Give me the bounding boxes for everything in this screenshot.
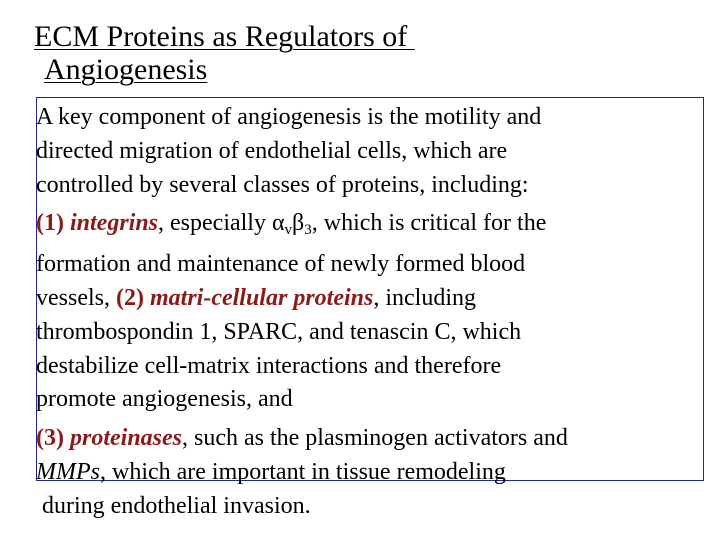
line6-start: vessels,: [36, 284, 116, 311]
body-line-6: [36, 282, 716, 316]
body-line-7: thrombospondin 1, SPARC, and tenascin C, which: [36, 318, 522, 345]
item-number-3: (3): [36, 425, 64, 452]
item-number-1: (1): [36, 210, 64, 237]
body-line-9: promote angiogenesis, and: [36, 386, 293, 413]
term-mmps: MMPs: [36, 458, 100, 485]
item3-text: , such as the plasminogen activators and: [182, 425, 568, 452]
alpha-symbol: α: [271, 210, 285, 237]
slide-title: [34, 20, 554, 86]
body-line-5: formation and maintenance of newly formed blood: [36, 251, 526, 278]
line11-rest: , which are important in tissue remodeling: [99, 458, 506, 485]
item1-text: , especially: [158, 210, 272, 237]
alpha-subscript: v: [284, 222, 293, 239]
body-line-2: directed migration of endothelial cells, which are: [36, 137, 508, 164]
title-line-2: Angiogenesis: [44, 53, 208, 86]
body-line-10: [36, 422, 716, 456]
item1-text-end: , which is critical for the: [311, 210, 547, 237]
body-line-11: [36, 456, 716, 490]
body-line-12: during endothelial invasion.: [42, 492, 311, 519]
beta-symbol: β: [292, 210, 305, 237]
item-term-integrins: integrins: [69, 210, 159, 237]
body-line-3: controlled by several classes of proteins, including:: [36, 171, 529, 198]
title-line-1: ECM Proteins as Regulators of: [34, 20, 415, 53]
item-term-proteinases: proteinases: [69, 425, 182, 452]
item-number-2: (2): [116, 284, 144, 311]
body-text: [36, 101, 716, 524]
item-term-matricellular: matri-cellular proteins: [149, 284, 374, 311]
body-line-8: destabilize cell-matrix interactions and therefore: [36, 352, 502, 379]
body-line-4: [36, 207, 716, 248]
body-line-1: A key component of angiogenesis is the motility and: [36, 104, 542, 130]
beta-subscript: 3: [304, 222, 312, 239]
line6-end: , including: [373, 284, 476, 311]
